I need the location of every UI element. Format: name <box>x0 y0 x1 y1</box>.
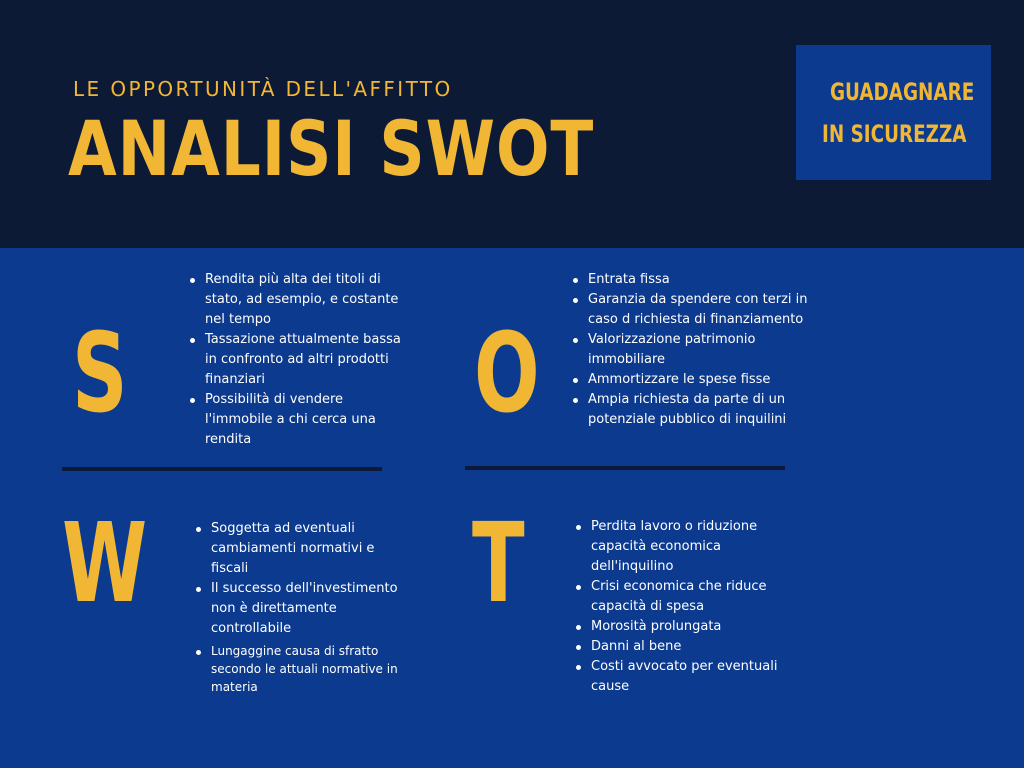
list-item: Rendita più alta dei titoli di stato, ad esempio, e costante nel tempo <box>187 270 402 330</box>
weaknesses-letter: W <box>62 499 148 627</box>
list-item: Costi avvocato per eventuali cause <box>573 657 783 697</box>
page-title: ANALISI SWOT <box>68 104 595 193</box>
list-item: Danni al bene <box>573 637 783 657</box>
list-item: Morosità prolungata <box>573 617 783 637</box>
opportunities-letter: O <box>474 309 540 437</box>
badge-box <box>796 45 991 180</box>
divider-right <box>465 466 785 470</box>
threats-list <box>573 517 783 697</box>
list-item: Soggetta ad eventuali cambiamenti normativi e fiscali <box>193 519 403 579</box>
strengths-list <box>187 270 402 450</box>
list-item: Valorizzazione patrimonio immobiliare <box>570 330 810 370</box>
threats-letter: T <box>472 499 525 627</box>
badge-line-2: IN SICUREZZA <box>822 120 967 148</box>
list-item: Ammortizzare le spese fisse <box>570 370 810 390</box>
opportunities-list <box>570 270 810 430</box>
divider-left <box>62 467 382 471</box>
list-item: Perdita lavoro o riduzione capacità economica dell'inquilino <box>573 517 783 577</box>
list-item: Ampia richiesta da parte di un potenziale pubblico di inquilini <box>570 390 810 430</box>
list-item: Tassazione attualmente bassa in confronto ad altri prodotti finanziari <box>187 330 402 390</box>
page-subtitle: LE OPPORTUNITÀ DELL'AFFITTO <box>73 77 453 101</box>
strengths-letter: S <box>72 309 128 437</box>
weaknesses-list <box>193 519 403 696</box>
list-item: Lungaggine causa di sfratto secondo le attuali normative in materia <box>193 642 403 696</box>
badge-line-1: GUADAGNARE <box>830 78 975 106</box>
list-item: Garanzia da spendere con terzi in caso d richiesta di finanziamento <box>570 290 810 330</box>
header-banner <box>0 0 1024 248</box>
list-item: Il successo dell'investimento non è direttamente controllabile <box>193 579 403 639</box>
list-item: Possibilità di vendere l'immobile a chi cerca una rendita <box>187 390 402 450</box>
list-item: Crisi economica che riduce capacità di spesa <box>573 577 783 617</box>
list-item: Entrata fissa <box>570 270 810 290</box>
